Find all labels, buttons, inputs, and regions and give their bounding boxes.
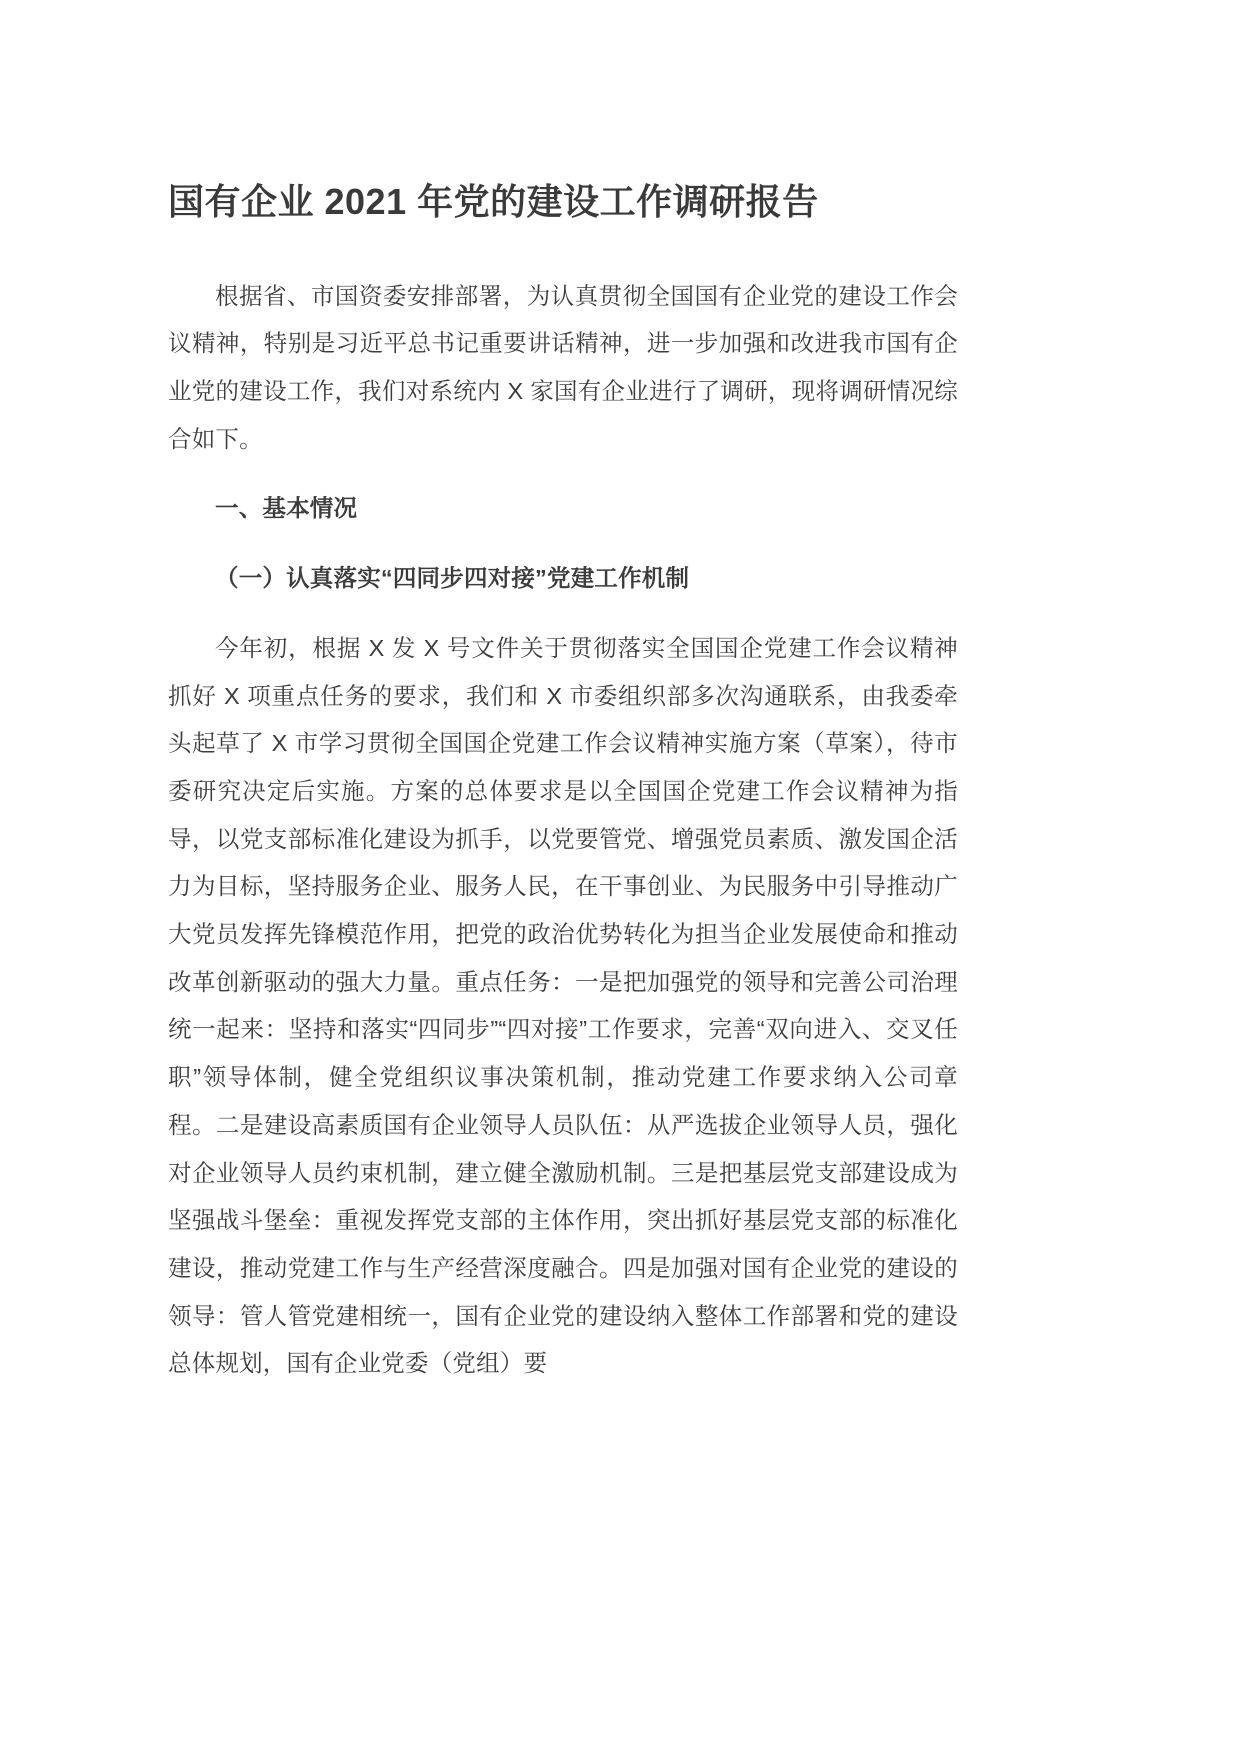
document-title: 国有企业 2021 年党的建设工作调研报告 — [168, 181, 819, 222]
body-paragraph-1: 今年初，根据 X 发 X 号文件关于贯彻落实全国国企党建工作会议精神抓好 X 项重点任务的要求，我们和 X 市委组织部多次沟通联系，由我委牵头起草了 X 市学习贯彻全国国企党建工作会议精神实施方案（草案），待市委研究决定后实施。方案的总体要求是以全国国企党建工作会议精神为指导，以党支部标准化建设为抓手，以党要管党、增强党员素质、激发国企活力为目标，坚持服务企业、服务人民，在干事创业、为民服务中引导推动广大党员发挥先锋模范作用，把党的政治优势转化为担当企业发展使命和推动改革创新驱动的强大力量。重点任务：一是把加强党的领导和完善公司治理统一起来：坚持和落实“四同步”“四对接”工作要求，完善“双向进入、交叉任职”领导体制，健全党组织议事决策机制，推动党建工作要求纳入公司章程。二是建设高素质国有企业领导人员队伍：从严选拔企业领导人员，强化对企业领导人员约束机制，建立健全激励机制。三是把基层党支部建设成为坚强战斗堡垒：重视发挥党支部的主体作用，突出抓好基层党支部的标准化建设，推动党建工作与生产经营深度融合。四是加强对国有企业党的建设的领导：管人管党建相统一，国有企业党的建设纳入整体工作部署和党的建设总体规划，国有企业党委（党组）要 — [168, 634, 958, 1377]
intro-paragraph: 根据省、市国资委安排部署，为认真贯彻全国国有企业党的建设工作会议精神，特别是习近平总书记重要讲话精神，进一步加强和改进我市国有企业党的建设工作，我们对系统内 X 家国有企业进行了调研，现将调研情况综合如下。 — [168, 282, 958, 452]
document-content — [168, 0, 958, 1388]
subsection-heading-1-1: （一）认真落实“四同步四对接”党建工作机制 — [215, 565, 690, 592]
section-heading-1: 一、基本情况 — [215, 495, 358, 522]
